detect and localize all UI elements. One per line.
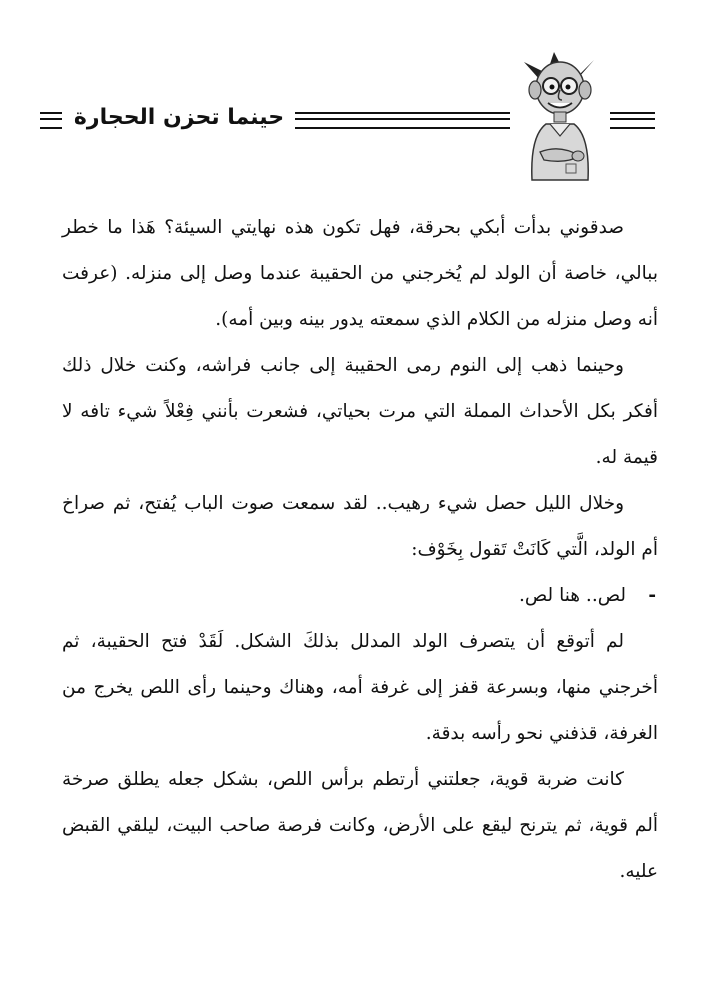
chapter-header [40,52,680,182]
dialogue-text: لص.. هنا لص. [519,585,626,606]
paragraph: وخلال الليل حصل شيء رهيب.. لقد سمعت صوت الباب يُفتح، ثم صراخ أم الولد، الَّتي كَانَتْ تَقول بِخَوْف: [62,493,658,560]
paragraph: كانت ضربة قوية، جعلتني أرتطم برأس اللص، بشكل جعله يطلق صرخة ألم قوية، ثم يترنح ليقع على الأرض، وكانت فرصة صاحب البيت، ليلقي القبض عليه. [62,769,658,882]
decorative-rule-middle [295,112,510,129]
decorative-rule-right [610,112,655,129]
dialogue-bullet [62,573,658,619]
paragraph: لم أتوقع أن يتصرف الولد المدلل بذلكَ الشكل. لَقَدْ فتح الحقيبة، ثم أخرجني منها، وبسرعة قفز إلى غرفة أمه، وهناك وحينما رأى اللص يخرج من الغرفة، قذفني نحو رأسه بدقة. [62,631,658,744]
paragraph: صدقوني بدأت أبكي بحرقة، فهل تكون هذه نهايتي السيئة؟ هَذا ما خطر ببالي، خاصة أن الولد لم يُخرجني من الحقيبة عندما وصل إلى منزله. (عرفت أنه وصل منزله من الكلام الذي سمعته يدور بينه وبين أمه). [62,217,658,330]
story-text [62,205,658,895]
cartoon-man-icon [510,52,610,182]
bullet-dash: - [648,585,656,606]
decorative-rule-left [40,112,62,129]
chapter-title: حينما تحزن الحجارة [73,105,285,130]
paragraph: وحينما ذهب إلى النوم رمى الحقيبة إلى جانب فراشه، وكنت خلال ذلك أفكر بكل الأحداث المملة التي مرت بحياتي، فشعرت بأنني فِعْلاً شيء تافه لا قيمة له. [62,355,658,468]
